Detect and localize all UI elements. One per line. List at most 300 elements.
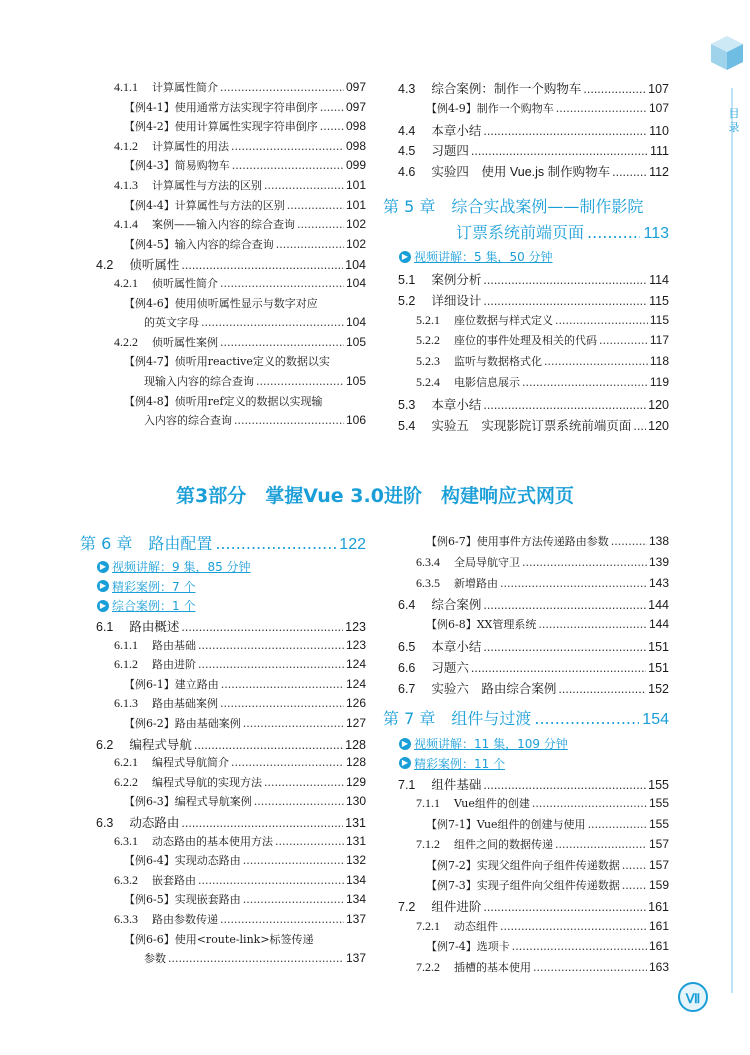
toc-section-entry[interactable] (398, 141, 669, 159)
toc-entry-page: 104 (345, 276, 366, 290)
leader-dots (556, 102, 647, 115)
toc-entry-title: 路由基础 (152, 638, 196, 652)
toc-entry-number: 4.6 (398, 165, 416, 180)
toc-example-entry[interactable] (124, 118, 366, 134)
toc-entry-page: 159 (648, 878, 669, 892)
leader-dots (220, 277, 344, 290)
toc-entry-number: 4.2.1 (114, 276, 138, 290)
toc-entry-title: 计算属性与方法的区别 (152, 179, 262, 192)
sidebar (690, 28, 750, 1028)
chapter7-title[interactable] (383, 706, 669, 729)
toc-entry-number: 7.2.1 (416, 918, 440, 933)
toc-entry-page: 152 (648, 681, 669, 696)
toc-entry-page: 128 (345, 755, 366, 770)
chapter-info-text: 精彩案例：11 个 (414, 756, 506, 771)
toc-entry-page: 134 (345, 872, 366, 887)
toc-entry-number: 7.2.2 (416, 959, 440, 974)
toc-section-entry[interactable] (96, 617, 366, 635)
toc-entry-page: 102 (345, 236, 366, 251)
toc-section-entry[interactable] (114, 275, 366, 291)
toc-example-entry[interactable] (124, 197, 366, 213)
leader-dots (243, 717, 344, 730)
toc-entry-number: 4.4 (398, 123, 416, 138)
toc-example-entry[interactable] (124, 157, 366, 173)
toc-entry-title: 编程式导航 (129, 737, 192, 752)
cube-logo-icon (708, 34, 746, 72)
toc-example-entry[interactable] (426, 877, 669, 893)
leader-dots (181, 816, 343, 830)
leader-dots (612, 165, 647, 179)
leader-dots (558, 682, 646, 696)
toc-section-entry[interactable] (114, 334, 366, 350)
chapter-info-link[interactable] (97, 578, 195, 595)
toc-entry-page: 097 (345, 99, 366, 114)
toc-entry-page: 104 (345, 315, 366, 330)
toc-entry-title: 【例6-4】实现动态路由 (124, 854, 241, 868)
toc-entry-title: 监听与数据格式化 (454, 355, 542, 369)
toc-entry-page: 139 (648, 554, 669, 569)
toc-entry-page: 155 (648, 796, 669, 811)
toc-entry-title: 综合案例：制作一个购物车 (431, 82, 582, 96)
toc-example-entry[interactable] (124, 715, 366, 731)
leader-dots (483, 273, 647, 287)
video-icon: ▶ (97, 600, 109, 612)
part-title: 第3部分 掌握Vue 3.0进阶 构建响应式网页 (176, 485, 574, 507)
toc-entry-title: 座位数据与样式定义 (454, 313, 553, 327)
toc-entry-title: 组件之间的数据传递 (454, 838, 553, 852)
toc-entry-number: 5.4 (398, 418, 416, 433)
toc-example-entry[interactable] (124, 891, 366, 907)
toc-entry-page: 101 (345, 197, 366, 212)
leader-dots (532, 797, 647, 810)
leader-dots (483, 398, 646, 412)
toc-entry-title: 习题四 (431, 144, 469, 159)
toc-example-entry[interactable] (124, 295, 366, 311)
toc-entry-page: 105 (345, 334, 366, 349)
toc-entry-title: 【例4-5】输入内容的综合查询 (124, 237, 274, 251)
toc-entry-number: 7.1 (398, 778, 416, 792)
toc-entry-title: 插槽的基本使用 (454, 960, 531, 974)
toc-entry-page: 131 (345, 833, 366, 848)
toc-entry-title: 参数 (144, 952, 166, 966)
leader-dots (168, 952, 344, 965)
toc-section-entry[interactable] (114, 911, 366, 927)
toc-section-entry[interactable] (114, 177, 366, 193)
toc-entry-number: 5.2.3 (416, 354, 440, 369)
toc-section-entry[interactable] (398, 395, 669, 413)
toc-entry-title: 本章小结 (431, 397, 482, 412)
toc-entry-page: 124 (345, 676, 366, 691)
toc-section-entry[interactable] (398, 79, 669, 97)
leader-dots (583, 82, 646, 96)
leader-dots (611, 535, 647, 548)
video-icon: ▶ (399, 738, 411, 750)
leader-dots (220, 697, 344, 710)
toc-section-entry[interactable] (416, 795, 669, 811)
toc-entry-number: 6.2.1 (114, 755, 138, 770)
toc-entry-title: 综合案例 (431, 598, 482, 613)
toc-entry-page: 155 (648, 816, 669, 831)
toc-entry-title: 习题六 (431, 660, 469, 675)
toc-entry-title: 动态路由 (129, 816, 180, 830)
leader-dots (483, 124, 647, 138)
toc-section-entry[interactable] (114, 695, 366, 711)
toc-entry-title: 【例4-2】使用计算属性实现字符串倒序 (124, 120, 318, 134)
toc-entry-page: 138 (648, 534, 669, 548)
chapter5-video-info[interactable] (399, 248, 553, 265)
toc-entry-title: 动态组件 (454, 919, 498, 933)
toc-entry-title: 计算属性简介 (152, 81, 218, 94)
leader-dots (622, 879, 647, 892)
toc-section-entry[interactable] (416, 575, 669, 591)
toc-section-entry[interactable] (416, 554, 669, 570)
toc-entry-number: 6.3.1 (114, 833, 138, 848)
toc-entry-number: 6.3.5 (416, 575, 440, 590)
leader-dots (622, 859, 647, 872)
chapter-info-text: 视频讲解：11 集，109 分钟 (414, 737, 568, 751)
toc-entry-number: 5.2 (398, 293, 416, 308)
toc-entry-title: 路由进阶 (152, 658, 196, 672)
toc-section-entry[interactable] (416, 332, 669, 348)
toc-entry-number: 7.1.1 (416, 796, 440, 811)
toc-entry-title: 【例4-1】使用通常方法实现字符串倒序 (124, 100, 318, 114)
toc-entry-page: 120 (648, 418, 669, 433)
video-icon: ▶ (399, 757, 411, 769)
leader-dots (232, 159, 344, 172)
leader-dots (471, 144, 648, 158)
toc-example-entry[interactable] (426, 938, 669, 954)
toc-section-entry[interactable] (114, 774, 366, 790)
leader-dots (198, 874, 344, 887)
sidebar-label: 目录 (728, 107, 740, 134)
toc-entry-title: 【例7-4】选项卡 (426, 940, 510, 954)
toc-entry-page: 119 (649, 375, 669, 389)
toc-entry-page: 098 (345, 119, 366, 134)
toc-section-entry[interactable] (398, 897, 669, 915)
toc-entry-title: 本章小结 (431, 640, 482, 654)
chapter-info-link[interactable] (399, 735, 568, 752)
leader-dots (254, 795, 344, 808)
chapter6-page: 122 (339, 536, 366, 553)
leader-dots (276, 238, 344, 251)
toc-section-entry[interactable] (416, 312, 669, 328)
toc-entry-page: 098 (345, 138, 366, 153)
toc-example-entry[interactable] (124, 931, 366, 947)
leader-dots (297, 218, 344, 231)
toc-entry-title: 【例6-2】路由基础案例 (124, 717, 241, 730)
leader-dots (220, 913, 344, 926)
leader-dots (220, 336, 344, 349)
toc-entry-title: 本章小结 (431, 123, 482, 138)
toc-entry-title: 【例4-9】制作一个购物车 (426, 101, 554, 115)
chapter-info-link[interactable] (97, 558, 251, 575)
leader-dots (243, 893, 344, 906)
toc-entry-page: 101 (345, 178, 366, 192)
toc-entry-number: 7.2 (398, 900, 416, 915)
toc-entry-page: 107 (648, 82, 669, 96)
leader-dots (243, 854, 344, 867)
toc-section-entry[interactable] (416, 353, 669, 369)
toc-entry-number: 5.2.1 (416, 312, 440, 327)
leader-dots (633, 419, 646, 433)
chapter-info-link[interactable] (97, 597, 195, 614)
toc-entry-page: 112 (649, 165, 669, 180)
toc-entry-page: 110 (649, 123, 669, 138)
toc-entry-title: 实验六 路由综合案例 (431, 681, 557, 696)
toc-entry-number: 6.7 (398, 681, 416, 696)
toc-example-entry[interactable] (124, 793, 366, 809)
leader-dots (234, 414, 344, 427)
toc-section-entry[interactable] (398, 775, 669, 793)
toc-entry-title: 座位的事件处理及相关的代码 (454, 334, 597, 348)
toc-entry-page: 151 (648, 640, 669, 654)
toc-entry-number: 5.3 (398, 397, 416, 412)
leader-dots (181, 258, 343, 272)
leader-dots (256, 375, 344, 388)
toc-entry-title: 路由概述 (129, 620, 180, 634)
leader-dots (287, 199, 344, 212)
toc-entry-number: 4.2 (96, 258, 114, 273)
toc-section-entry[interactable] (398, 637, 669, 655)
leader-dots (264, 776, 344, 789)
toc-section-entry[interactable] (114, 216, 366, 232)
toc-section-entry[interactable] (398, 595, 669, 613)
video-icon: ▶ (399, 251, 411, 263)
toc-entry-number: 5.1 (398, 273, 416, 287)
toc-entry-page: 127 (345, 716, 366, 730)
toc-section-entry[interactable] (398, 270, 669, 288)
toc-entry-page: 132 (345, 853, 366, 868)
toc-entry-title: 【例6-5】实现嵌套路由 (124, 893, 241, 907)
toc-entry-page: 157 (648, 857, 669, 872)
toc-entry-title: 【例6-8】XX管理系统 (426, 618, 537, 632)
toc-entry-page: 114 (649, 273, 669, 287)
toc-example-entry[interactable] (144, 950, 366, 966)
toc-section-entry[interactable] (416, 918, 669, 934)
toc-section-entry[interactable] (96, 735, 366, 753)
toc-entry-title: 计算属性的用法 (152, 139, 229, 153)
toc-section-entry[interactable] (398, 162, 669, 180)
toc-section-entry[interactable] (114, 138, 366, 154)
chapter5-title-line1[interactable] (383, 194, 643, 217)
toc-entry-page: 123 (345, 620, 366, 634)
toc-section-entry[interactable] (114, 79, 366, 95)
toc-example-entry[interactable] (124, 676, 366, 692)
toc-entry-page: 111 (649, 144, 669, 159)
chapter6-title[interactable] (80, 531, 366, 554)
toc-entry-page: 104 (345, 258, 366, 273)
toc-entry-page: 115 (649, 312, 669, 327)
toc-entry-number: 6.6 (398, 660, 416, 675)
chapter5-subtitle-text: 订票系统前端页面 (456, 223, 585, 242)
toc-section-entry[interactable] (398, 658, 669, 676)
toc-entry-number: 6.2 (96, 737, 114, 752)
toc-example-entry[interactable] (426, 533, 669, 549)
leader-dots (221, 678, 344, 691)
toc-entry-number: 4.2.2 (114, 334, 138, 349)
leader-dots (483, 598, 646, 612)
toc-example-entry[interactable] (144, 314, 366, 330)
toc-entry-title: 【例7-1】Vue组件的创建与使用 (426, 817, 586, 831)
toc-entry-title: 动态路由的基本使用方法 (152, 834, 273, 848)
toc-entry-number: 4.3 (398, 82, 416, 96)
toc-entry-title: 【例4-6】使用侦听属性显示与数字对应 (124, 296, 318, 310)
toc-entry-page: 137 (345, 912, 366, 926)
toc-section-entry[interactable] (416, 959, 669, 975)
leader-dots (500, 577, 647, 590)
toc-entry-page: 120 (648, 397, 669, 412)
leader-dots (231, 140, 344, 153)
page-number-badge: Ⅶ (678, 982, 708, 1012)
toc-section-entry[interactable] (398, 121, 669, 139)
toc-entry-title: 路由参数传递 (152, 913, 218, 926)
toc-entry-number: 6.2.2 (114, 774, 138, 789)
toc-section-entry[interactable] (398, 416, 669, 434)
toc-entry-title: 【例4-7】侦听用reactive定义的数据以实 (124, 355, 330, 369)
toc-entry-page: 128 (345, 737, 366, 752)
toc-entry-number: 4.1.1 (114, 80, 138, 94)
toc-entry-number: 7.1.2 (416, 837, 440, 852)
leader-dots (320, 101, 344, 114)
leader-dots (522, 556, 647, 569)
toc-section-entry[interactable] (114, 754, 366, 770)
leader-dots (500, 920, 647, 933)
leader-dots (533, 961, 647, 974)
toc-section-entry[interactable] (416, 836, 669, 852)
toc-entry-page: 163 (648, 959, 669, 974)
toc-section-entry[interactable] (114, 656, 366, 672)
toc-entry-page: 126 (345, 696, 366, 711)
toc-entry-page: 124 (345, 657, 366, 672)
toc-example-entry[interactable] (124, 852, 366, 868)
toc-entry-number: 6.4 (398, 598, 416, 613)
toc-entry-title: 侦听属性 (129, 258, 180, 273)
toc-entry-title: 编程式导航的实现方法 (152, 775, 262, 789)
leader-dots (198, 658, 344, 671)
toc-section-entry[interactable] (96, 255, 366, 273)
toc-entry-number: 4.1.4 (114, 217, 138, 232)
toc-entry-page: 097 (345, 80, 366, 94)
toc-entry-number: 6.3.3 (114, 912, 138, 926)
toc-section-entry[interactable] (114, 872, 366, 888)
toc-entry-title: 路由基础案例 (152, 697, 218, 711)
toc-section-entry[interactable] (398, 679, 669, 697)
toc-entry-number: 4.5 (398, 144, 416, 159)
leader-dots (215, 534, 336, 553)
toc-entry-title: 【例4-4】计算属性与方法的区别 (124, 198, 285, 212)
toc-entry-title: 【例6-1】建立路由 (124, 677, 219, 691)
toc-example-entry[interactable] (124, 99, 366, 115)
toc-entry-title: 侦听属性案例 (152, 335, 218, 349)
toc-entry-number: 6.1.3 (114, 696, 138, 711)
chapter5-title-line2[interactable] (456, 220, 669, 243)
toc-entry-title: 实验四 使用 Vue.js 制作购物车 (431, 165, 611, 180)
toc-entry-title: 组件进阶 (431, 900, 482, 915)
toc-section-entry[interactable] (416, 374, 669, 390)
toc-example-entry[interactable] (144, 412, 366, 428)
chapter7-page: 154 (642, 711, 669, 728)
toc-section-entry[interactable] (114, 637, 366, 653)
leader-dots (588, 818, 647, 831)
toc-entry-title: 全局导航守卫 (454, 555, 520, 569)
toc-entry-title: 【例7-3】实现子组件向父组件传递数据 (426, 879, 620, 892)
toc-entry-number: 6.1 (96, 620, 114, 634)
toc-example-entry[interactable] (426, 616, 669, 632)
toc-entry-title: 现输入内容的综合查询 (144, 375, 254, 388)
toc-entry-title: 【例6-6】使用<route-link>标签传递 (124, 932, 314, 946)
toc-entry-page: 105 (345, 374, 366, 388)
toc-entry-number: 6.1.1 (114, 637, 138, 652)
leader-dots (198, 639, 344, 652)
toc-entry-title: 新增路由 (454, 576, 498, 590)
video-icon: ▶ (97, 580, 109, 592)
toc-section-entry[interactable] (398, 291, 669, 309)
toc-entry-title: 案例——输入内容的综合查询 (152, 218, 295, 232)
chapter-info-link[interactable] (399, 755, 505, 772)
toc-entry-title: 嵌套路由 (152, 873, 196, 887)
leader-dots (471, 661, 646, 675)
toc-entry-page: 144 (648, 598, 669, 613)
leader-dots (512, 940, 647, 953)
toc-entry-title: 的英文字母 (144, 316, 199, 330)
toc-example-entry[interactable] (426, 816, 669, 832)
chapter5-video-text: 视频讲解：5 集，50 分钟 (414, 250, 553, 264)
toc-entry-page: 117 (649, 333, 669, 348)
toc-example-entry[interactable] (426, 857, 669, 873)
toc-section-entry[interactable] (96, 813, 366, 831)
toc-entry-page: 107 (648, 100, 669, 115)
chapter5-page: 113 (643, 225, 669, 242)
leader-dots (194, 738, 343, 752)
toc-entry-number: 6.3.4 (416, 554, 440, 569)
toc-entry-page: 157 (648, 837, 669, 852)
leader-dots (483, 294, 647, 308)
chapter-info-text: 精彩案例：7 个 (112, 579, 196, 594)
toc-entry-title: 【例6-3】编程式导航案例 (124, 795, 252, 809)
toc-example-entry[interactable] (426, 100, 669, 116)
toc-example-entry[interactable] (124, 353, 366, 369)
toc-entry-title: 【例6-7】使用事件方法传递路由参数 (426, 535, 609, 548)
toc-entry-title: 详细设计 (431, 293, 482, 308)
toc-entry-page: 131 (345, 816, 366, 830)
toc-example-entry[interactable] (124, 393, 366, 409)
toc-entry-number: 4.1.3 (114, 178, 138, 192)
leader-dots (483, 900, 646, 914)
sidebar-line (731, 88, 733, 993)
toc-example-entry[interactable] (124, 236, 366, 252)
video-icon: ▶ (97, 561, 109, 573)
toc-entry-title: 侦听属性简介 (152, 277, 218, 290)
leader-dots (275, 835, 344, 848)
chapter5-title-text: 第 5 章 综合实战案例——制作影院 (383, 197, 644, 216)
toc-entry-page: 155 (648, 778, 669, 792)
toc-entry-page: 161 (648, 918, 669, 933)
toc-entry-title: 电影信息展示 (454, 376, 520, 389)
leader-dots (534, 709, 639, 728)
toc-entry-page: 129 (345, 774, 366, 789)
toc-entry-page: 134 (345, 892, 366, 907)
toc-entry-page: 115 (649, 293, 669, 308)
toc-section-entry[interactable] (114, 833, 366, 849)
toc-entry-page: 123 (345, 637, 366, 652)
toc-entry-number: 6.3 (96, 816, 114, 830)
chapter-info-text: 视频讲解：9 集，85 分钟 (112, 560, 251, 574)
leader-dots (483, 640, 646, 654)
toc-example-entry[interactable] (144, 373, 366, 389)
chapter7-title-text: 第 7 章 组件与过渡 (383, 709, 532, 728)
toc-entry-title: 【例7-2】实现父组件向子组件传递数据 (426, 858, 620, 872)
toc-entry-number: 6.1.2 (114, 657, 138, 672)
